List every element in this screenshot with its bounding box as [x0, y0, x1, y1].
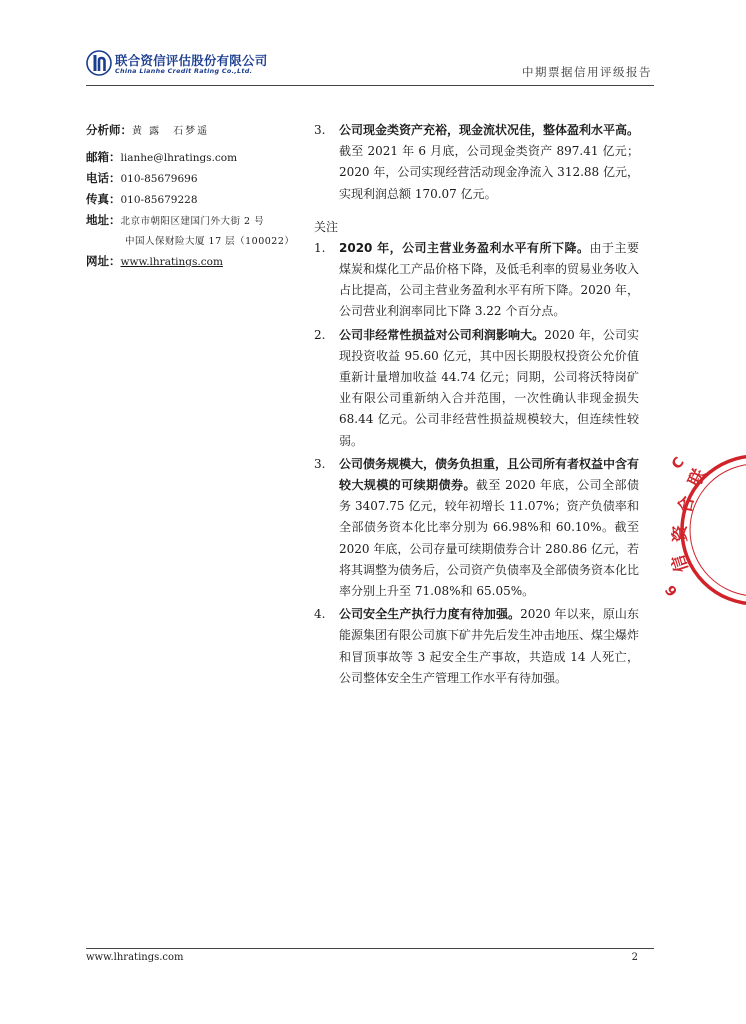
report-title: 中期票据信用评级报告: [522, 65, 652, 79]
email-row: [86, 149, 237, 165]
fax-label: 传真：: [86, 192, 121, 206]
phone-label: 电话：: [86, 171, 121, 185]
page-number: 2: [631, 952, 638, 963]
svg-text:合: 合: [675, 494, 699, 516]
concern-item-4: [314, 604, 639, 689]
concerns-heading: 关注: [314, 219, 339, 234]
address-row-2: [125, 233, 294, 247]
address-row: [86, 212, 264, 228]
svg-text:6: 6: [662, 581, 682, 599]
company-seal-stamp: [662, 430, 746, 630]
item-body: 截至 2021 年 6 月底，公司现金类资产 897.41 亿元；2020 年，公司实现经营活动现金净流入 312.88 亿元，实现利润总额 170.07 亿元。: [339, 144, 639, 201]
website-label: 网址：: [86, 254, 121, 268]
footer-url[interactable]: www.lhratings.com: [86, 952, 184, 963]
svg-text:联: 联: [684, 465, 711, 491]
item-title: 公司非经常性损益对公司利润影响大。: [339, 327, 545, 342]
fax-row: [86, 191, 198, 207]
item-title: 公司债务规模大，债务负担重，且公司所有者权益中含有较大规模的可续期债券。: [339, 456, 640, 493]
concern-item-2: [314, 325, 639, 452]
svg-text:资: 资: [670, 524, 691, 543]
lianhe-logo-icon: [86, 50, 112, 76]
analyst-row: [86, 122, 209, 138]
website-link[interactable]: www.lhratings.com: [120, 256, 223, 268]
phone-row: [86, 170, 198, 186]
item-number: 2.: [314, 327, 326, 342]
svg-text:信: 信: [668, 552, 693, 575]
item-number: 3.: [314, 456, 326, 471]
item-body: 2020 年以来，原山东能源集团有限公司旗下矿井先后发生冲击地压、煤尘爆炸和冒顶事故等 3 起安全生产事故，共造成 14 人死亡，公司整体安全生产管理工作水平有待加强。: [339, 607, 640, 685]
logo-company-name-en: China Lianhe Credit Rating Co.,Ltd.: [115, 67, 253, 75]
fax-value: 010-85679228: [120, 194, 198, 206]
analyst-label: 分析师：: [86, 123, 132, 137]
website-row: [86, 253, 223, 269]
footer-divider: [86, 948, 654, 949]
item-number: 3.: [314, 123, 326, 137]
analyst-names: 黄 露 石梦遥: [132, 126, 210, 137]
item-number: 4.: [314, 607, 326, 622]
svg-text:C: C: [668, 454, 688, 473]
main-content: [314, 120, 639, 689]
address-label: 地址：: [86, 213, 121, 227]
item-body: 截至 2020 年底，公司全部债务 3407.75 亿元，较年初增长 11.07%；资产负债率和全部债务资本化比率分别为 66.98%和 60.10%。截至 2020 年底，公司存量可续期债券合计 280.86 亿元，若将其调整为债务后，公司资产负债率及全部债务资本化比率分别上升至 71.08%和 65.05%。: [339, 478, 640, 599]
header-divider: [86, 85, 654, 86]
email-value[interactable]: lianhe@lhratings.com: [120, 152, 238, 164]
item-title: 公司安全生产执行力度有待加强。: [339, 607, 521, 622]
company-logo: [86, 50, 266, 80]
concern-item-1: [314, 238, 639, 323]
phone-value: 010-85679696: [120, 173, 198, 185]
item-number: 1.: [314, 240, 326, 255]
email-label: 邮箱：: [86, 150, 121, 164]
item-title: 公司现金类资产充裕，现金流状况佳，整体盈利水平高。: [339, 123, 640, 137]
strength-item-3: [314, 120, 639, 205]
item-title: 2020 年，公司主营业务盈利水平有所下降。: [339, 240, 590, 255]
address-line-2: 中国人保财险大厦 17 层（100022）: [125, 236, 295, 247]
address-line-1: 北京市朝阳区建国门外大街 2 号: [120, 216, 265, 227]
item-body: 由于主要煤炭和煤化工产品价格下降，及低毛利率的贸易业务收入占比提高，公司主营业务盈利水平有所下降。2020 年，公司营业利润率同比下降 3.22 个百分点。: [339, 240, 640, 319]
logo-company-name-cn: 联合资信评估股份有限公司: [115, 53, 268, 68]
concern-item-3: [314, 454, 639, 602]
item-body: 2020 年，公司实现投资收益 95.60 亿元，其中因长期股权投资公允价值重新计量增加收益 44.74 亿元；同期，公司将沃特岗矿业有限公司重新纳入合并范围，一次性确认非现金损失 68.44 亿元。公司非经营性损益规模较大，但连续性较弱。: [339, 327, 639, 448]
